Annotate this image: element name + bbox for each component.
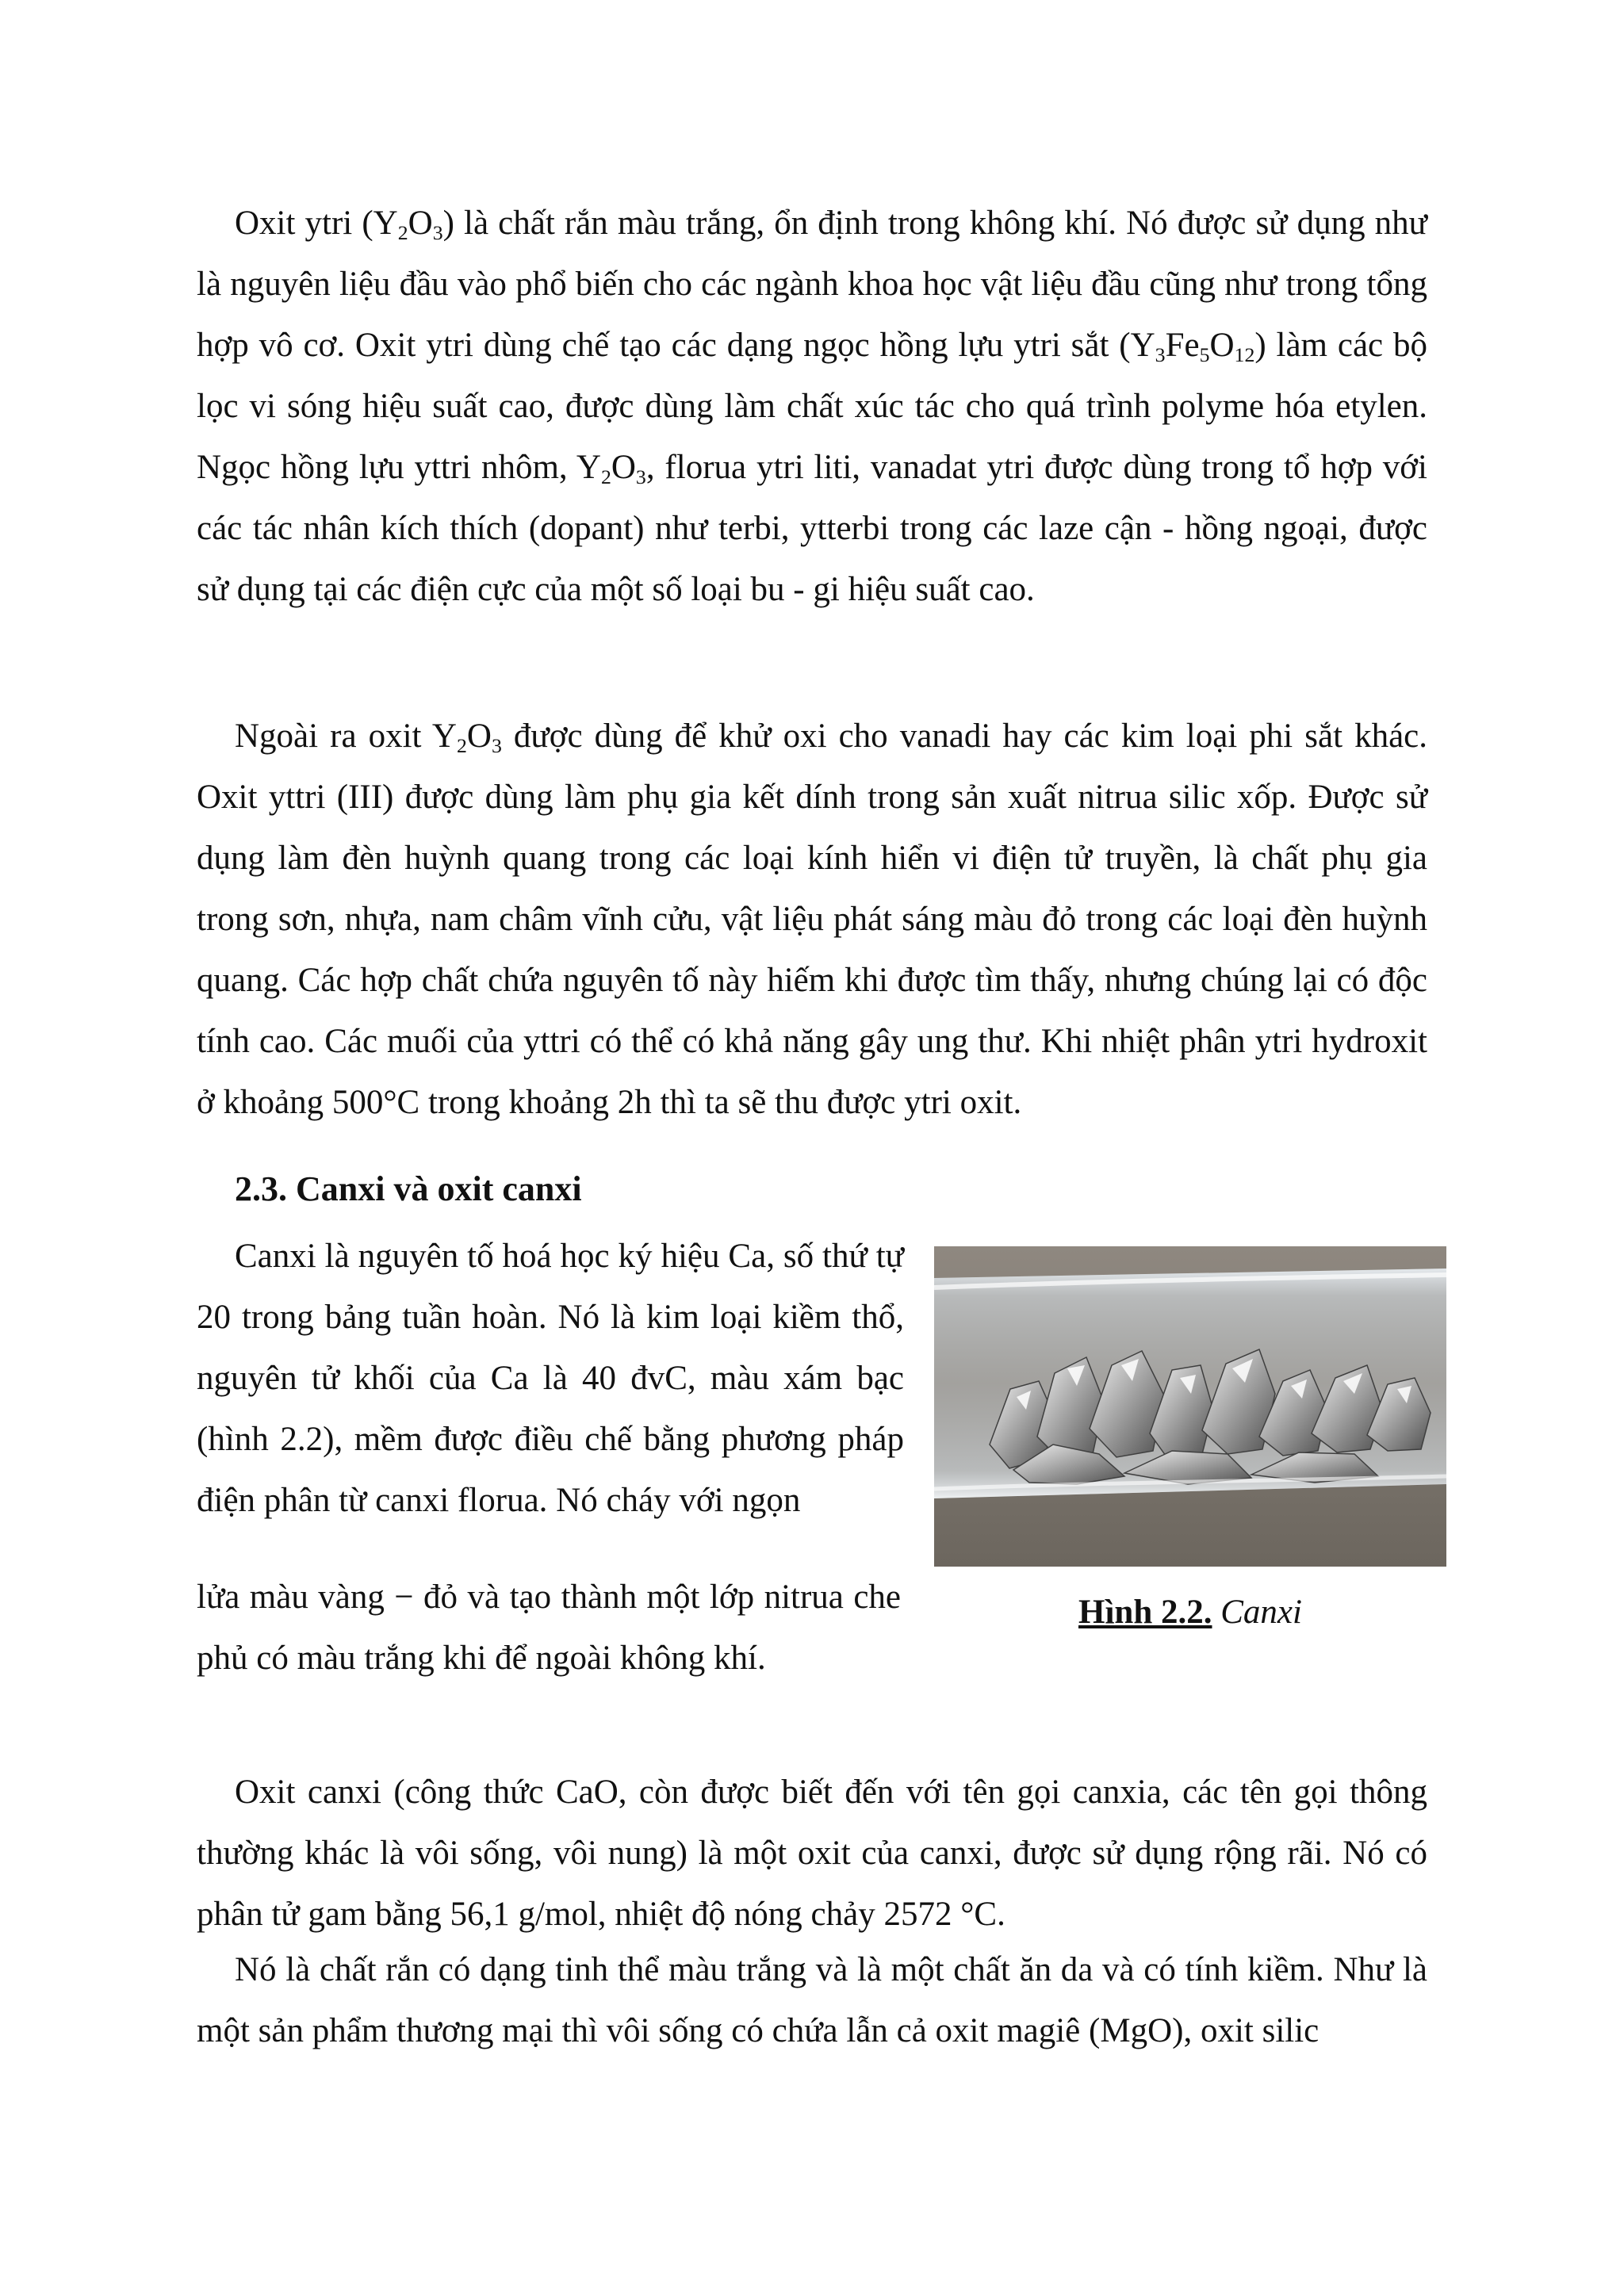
subscript: 12 bbox=[1234, 343, 1255, 367]
text-run: O bbox=[408, 205, 433, 242]
text-run: O bbox=[466, 718, 492, 755]
figure-caption-text: Canxi bbox=[1220, 1594, 1302, 1631]
subscript: 3 bbox=[432, 221, 443, 245]
subscript: 3 bbox=[635, 465, 646, 489]
text-run: O bbox=[1209, 327, 1235, 364]
calcium-photo bbox=[934, 1246, 1446, 1567]
section-heading: 2.3. Canxi và oxit canxi bbox=[235, 1169, 582, 1208]
subscript: 2 bbox=[456, 734, 467, 758]
paragraph-yttria-other-uses bbox=[197, 706, 1427, 1133]
text-run: Oxit ytri (Y bbox=[235, 205, 398, 242]
calcium-crystals-image bbox=[934, 1246, 1446, 1567]
paragraph-calcium-oxide-properties: Nó là chất rắn có dạng tinh thể màu trắng và là một chất ăn da và có tính kiềm. Như là một sản phẩm thương mại thì vôi sống có chứa lẫn cả oxit magiê (MgO), oxit silic bbox=[197, 1951, 1427, 2049]
text-run: ) làm các bộ lọc vi sóng hiệu suất cao, được dùng làm chất xúc tác cho quá trình polyme hóa etylen. Ngọc hồng lựu yttri nhôm, Y bbox=[197, 327, 1427, 486]
subscript: 2 bbox=[600, 465, 611, 489]
subscript: 2 bbox=[397, 221, 408, 245]
figure-label: Hình 2.2. bbox=[1078, 1594, 1212, 1631]
subscript: 5 bbox=[1199, 343, 1210, 367]
subscript: 3 bbox=[491, 734, 502, 758]
text-run: O bbox=[611, 449, 636, 486]
text-run: , florua ytri liti, vanadat ytri được dùng trong tổ hợp với các tác nhân kích thích (dopant) như terbi, ytterbi trong các laze cận - hồng ngoại, được sử dụng tại các điện cực của một số loại bu - gi hiệu suất cao. bbox=[197, 449, 1427, 608]
subscript: 3 bbox=[1155, 343, 1166, 367]
text-run: ) là chất rắn màu trắng, ổn định trong không khí. Nó được sử dụng như là nguyên liệu đầu vào phổ biến cho các ngành khoa học vật liệu đầu cũng như trong tổng hợp vô cơ. Oxit ytri dùng chế tạo các dạng ngọc hồng lựu ytri sắt (Y bbox=[197, 205, 1427, 364]
text-run: Ngoài ra oxit Y bbox=[235, 718, 457, 755]
paragraph-calcium-oxide: Oxit canxi (công thức CaO, còn được biết đến với tên gọi canxia, các tên gọi thông thường khác là vôi sống, vôi nung) là một oxit của canxi, được sử dụng rộng rãi. Nó có phân tử gam bằng 56,1 g/mol, nhiệt độ nóng chảy 2572 °C. bbox=[197, 1774, 1427, 1933]
paragraph-yttria-uses bbox=[197, 193, 1427, 620]
text-run: Fe bbox=[1165, 327, 1200, 364]
text-run: được dùng để khử oxi cho vanadi hay các kim loại phi sắt khác. Oxit yttri (III) được dùng làm phụ gia kết dính trong sản xuất nitrua silic xốp. Được sử dụng làm đèn huỳnh quang trong các loại kính hiển vi điện tử truyền, là chất phụ gia trong sơn, nhựa, nam châm vĩnh cửu, vật liệu phát sáng màu đỏ trong các loại đèn huỳnh quang. Các hợp chất chứa nguyên tố này hiếm khi được tìm thấy, nhưng chúng lại có độc tính cao. Các muối của yttri có thể có khả năng gây ung thư. Khi nhiệt phân ytri hydroxit ở khoảng 500°C trong khoảng 2h thì ta sẽ thu được ytri oxit. bbox=[197, 718, 1427, 1121]
paragraph-calcium-flame: lửa màu vàng − đỏ và tạo thành một lớp nitrua che phủ có màu trắng khi để ngoài không khí. bbox=[197, 1578, 901, 1677]
figure-caption bbox=[934, 1589, 1446, 1636]
paragraph-calcium-intro: Canxi là nguyên tố hoá học ký hiệu Ca, số thứ tự 20 trong bảng tuần hoàn. Nó là kim loại kiềm thổ, nguyên tử khối của Ca là 40 đvC, màu xám bạc (hình 2.2), mềm được điều chế bằng phương pháp điện phân từ canxi florua. Nó cháy với ngọn bbox=[197, 1238, 904, 1519]
